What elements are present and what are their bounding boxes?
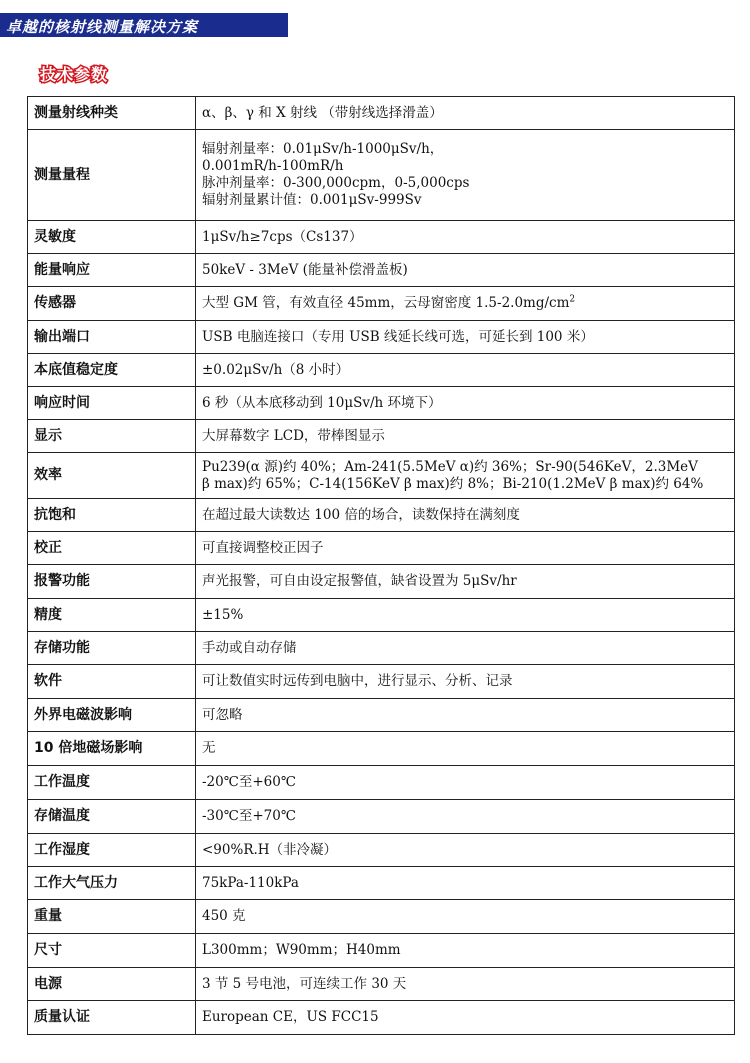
spec-label: 测量射线种类 <box>28 97 196 130</box>
spec-value <box>196 699 735 732</box>
spec-label: 显示 <box>28 420 196 453</box>
spec-label: 尺寸 <box>28 934 196 968</box>
spec-row <box>28 499 735 532</box>
spec-value <box>196 800 735 834</box>
spec-value-line: 大型 GM 管，有效直径 45mm，云母窗密度 1.5-2.0mg/cm <box>202 295 570 311</box>
spec-row <box>28 834 735 867</box>
spec-row <box>28 130 735 221</box>
spec-value-line: European CE，US FCC15 <box>202 1009 379 1025</box>
spec-label: 工作大气压力 <box>28 867 196 900</box>
spec-value <box>196 354 735 387</box>
spec-label: 电源 <box>28 968 196 1001</box>
spec-row <box>28 420 735 453</box>
superscript: 2 <box>569 294 576 305</box>
spec-value <box>196 934 735 968</box>
spec-label: 存储功能 <box>28 632 196 665</box>
spec-row <box>28 1001 735 1035</box>
spec-value <box>196 221 735 254</box>
spec-value-line: ±15% <box>202 606 244 623</box>
spec-value-line: 1μSv/h≥7cps（Cs137） <box>202 228 363 245</box>
spec-value <box>196 499 735 532</box>
spec-value-line: 75kPa-110kPa <box>202 874 299 891</box>
spec-label: 能量响应 <box>28 254 196 287</box>
spec-label: 效率 <box>28 453 196 499</box>
spec-row <box>28 221 735 254</box>
spec-value-line: 辐射剂量率：0.01μSv/h-1000μSv/h， <box>202 141 444 157</box>
spec-value <box>196 732 735 766</box>
spec-value-line: 3 节 5 号电池，可连续工作 30 天 <box>202 975 407 992</box>
spec-row <box>28 287 735 321</box>
spec-value <box>196 130 735 221</box>
spec-value-line: 可直接调整校正因子 <box>202 539 324 556</box>
spec-value-line: 无 <box>202 740 216 756</box>
spec-row <box>28 800 735 834</box>
spec-value <box>196 599 735 632</box>
spec-label: 响应时间 <box>28 387 196 420</box>
spec-value-line: 6 秒（从本底移动到 10μSv/h 环境下） <box>202 394 442 411</box>
spec-value-line: 辐射剂量累计值：0.001μSv-999Sv <box>202 192 422 208</box>
spec-row <box>28 665 735 699</box>
spec-label: 质量认证 <box>28 1001 196 1035</box>
spec-row <box>28 387 735 420</box>
spec-value-line: <90%R.H（非冷凝） <box>202 841 338 858</box>
spec-value-line: ±0.02μSv/h（8 小时） <box>202 361 350 378</box>
spec-value <box>196 665 735 699</box>
spec-value-line: 可忽略 <box>202 706 243 723</box>
spec-value-line: 0.001mR/h-100mR/h <box>202 158 344 174</box>
spec-value <box>196 321 735 354</box>
spec-value-line: β max)约 65%；C-14(156KeV β max)约 8%；Bi-210(1.2MeV β max)约 64% <box>202 475 704 492</box>
spec-value-line: USB 电脑连接口（专用 USB 线延长线可选，可延长到 100 米） <box>202 328 594 345</box>
banner-title: 卓越的核射线测量解决方案 <box>6 18 199 36</box>
spec-value-line: 50keV - 3MeV (能量补偿滑盖板) <box>202 261 408 278</box>
spec-value <box>196 565 735 599</box>
spec-value-line: 450 克 <box>202 908 246 924</box>
spec-label: 输出端口 <box>28 321 196 354</box>
spec-row <box>28 699 735 732</box>
spec-label: 外界电磁波影响 <box>28 699 196 732</box>
spec-label: 传感器 <box>28 287 196 321</box>
spec-value-line: L300mm；W90mm；H40mm <box>202 942 401 958</box>
spec-label: 精度 <box>28 599 196 632</box>
spec-label: 工作温度 <box>28 766 196 800</box>
spec-row <box>28 867 735 900</box>
spec-row <box>28 254 735 287</box>
spec-value <box>196 968 735 1001</box>
spec-value <box>196 632 735 665</box>
spec-value <box>196 900 735 934</box>
spec-value-line: 手动或自动存储 <box>202 639 297 656</box>
spec-value-line: -20℃至+60℃ <box>202 774 296 790</box>
spec-row <box>28 632 735 665</box>
spec-row <box>28 565 735 599</box>
spec-value-line: 大屏幕数字 LCD，带棒图显示 <box>202 427 385 444</box>
spec-value-line: -30℃至+70℃ <box>202 808 296 824</box>
spec-label: 灵敏度 <box>28 221 196 254</box>
spec-value <box>196 532 735 565</box>
spec-value <box>196 766 735 800</box>
spec-value-line: 脉冲剂量率：0-300,000cpm，0-5,000cps <box>202 175 470 191</box>
spec-label: 重量 <box>28 900 196 934</box>
spec-row <box>28 766 735 800</box>
spec-value-line: 在超过最大读数达 100 倍的场合，读数保持在满刻度 <box>202 506 520 523</box>
spec-value-line: 可让数值实时远传到电脑中，进行显示、分析、记录 <box>202 673 513 689</box>
spec-row <box>28 900 735 934</box>
spec-value <box>196 1001 735 1035</box>
spec-row <box>28 354 735 387</box>
spec-label: 测量量程 <box>28 130 196 221</box>
spec-label: 抗饱和 <box>28 499 196 532</box>
spec-row <box>28 532 735 565</box>
spec-label: 10 倍地磁场影响 <box>28 732 196 766</box>
spec-value <box>196 97 735 130</box>
spec-value <box>196 420 735 453</box>
spec-value <box>196 387 735 420</box>
spec-label: 软件 <box>28 665 196 699</box>
spec-row <box>28 968 735 1001</box>
spec-value-line: 声光报警，可自由设定报警值，缺省设置为 5μSv/hr <box>202 573 517 589</box>
spec-label: 报警功能 <box>28 565 196 599</box>
spec-row <box>28 732 735 766</box>
spec-table <box>27 96 735 1035</box>
spec-label: 存储温度 <box>28 800 196 834</box>
spec-label: 校正 <box>28 532 196 565</box>
spec-value <box>196 287 735 321</box>
header-banner <box>0 13 288 37</box>
spec-row <box>28 97 735 130</box>
spec-value-line: Pu239(α 源)约 40%；Am-241(5.5MeV α)约 36%；Sr-90(546KeV，2.3MeV <box>202 458 698 475</box>
spec-value <box>196 254 735 287</box>
spec-label: 本底值稳定度 <box>28 354 196 387</box>
spec-row <box>28 934 735 968</box>
spec-value <box>196 453 735 499</box>
spec-value <box>196 834 735 867</box>
spec-row <box>28 599 735 632</box>
spec-value-line: α、β、γ 和 X 射线 （带射线选择滑盖） <box>202 104 443 121</box>
spec-row <box>28 453 735 499</box>
spec-label: 工作湿度 <box>28 834 196 867</box>
spec-row <box>28 321 735 354</box>
spec-value <box>196 867 735 900</box>
section-title: 技术参数 <box>40 65 109 84</box>
